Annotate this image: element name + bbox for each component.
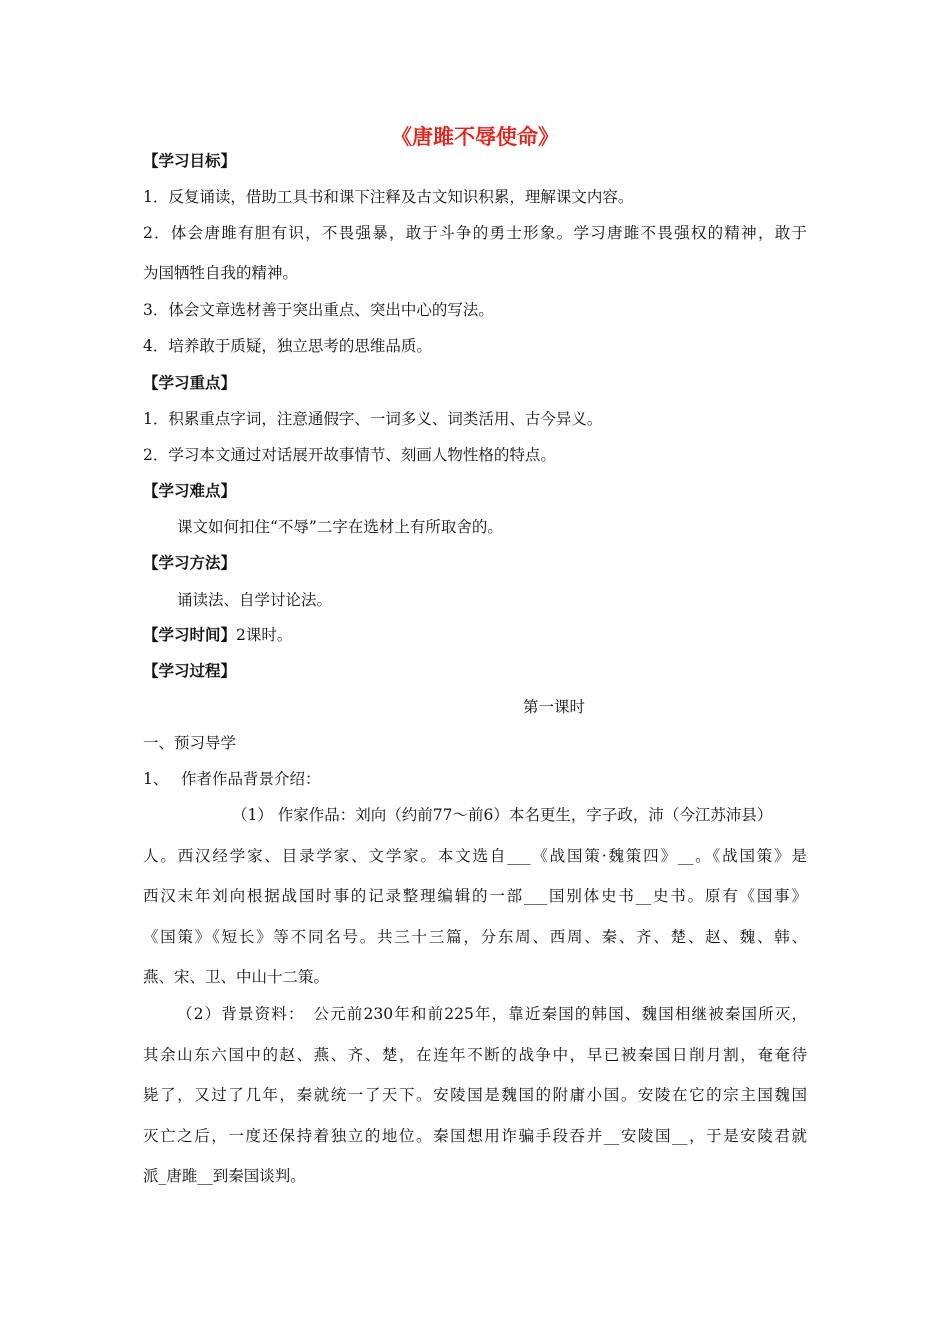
background-line-3: 毙了，又过了几年，秦就统一了天下。安陵国是魏国的附庸小国。安陵在它的宗主国魏国 — [143, 1086, 807, 1104]
objective-item-2-cont: 为国牺牲自我的精神。 — [143, 264, 299, 282]
author-line-5: 燕、宋、卫、中山十二策。 — [143, 968, 330, 986]
document-title: 《唐雎不辱使命》 — [391, 125, 559, 149]
difficulty-text: 课文如何扣住“不辱”二字在选材上有所取舍的。 — [177, 518, 503, 536]
time-text: 2课时。 — [236, 626, 293, 644]
objective-item-2: 2．体会唐雎有胆有识，不畏强暴，敢于斗争的勇士形象。学习唐雎不畏强权的精神，敢于 — [143, 224, 807, 242]
method-text: 诵读法、自学讨论法。 — [177, 591, 333, 609]
author-intro-heading: 1、 作者作品背景介绍： — [143, 770, 321, 788]
author-line-3: 西汉末年刘向根据战国时事的记录整理编辑的一部___国别体史书__史书。原有《国事》 — [143, 887, 807, 905]
key-point-item-2: 2．学习本文通过对话展开故事情节、刻画人物性格的特点。 — [143, 446, 556, 464]
background-line-2: 其余山东六国中的赵、燕、齐、楚，在连年不断的战争中，早已被秦国日削月割，奄奄待 — [143, 1046, 807, 1064]
time-line — [143, 625, 292, 645]
background-line-5: 派_唐雎__到秦国谈判。 — [143, 1167, 306, 1185]
objectives-header: 【学习目标】 — [143, 151, 237, 170]
key-point-item-1: 1．积累重点字词，注意通假字、一词多义、词类活用、古今异义。 — [143, 410, 603, 428]
background-line-1: （2）背景资料： 公元前230年和前225年，靠近秦国的韩国、魏国相继被秦国所灭， — [177, 1005, 807, 1023]
time-header: 【学习时间】 — [143, 625, 237, 644]
lesson-title: 第一课时 — [522, 698, 585, 716]
key-points-header: 【学习重点】 — [143, 373, 237, 392]
objective-item-1: 1．反复诵读，借助工具书和课下注释及古文知识积累，理解课文内容。 — [143, 188, 634, 206]
method-header: 【学习方法】 — [143, 553, 237, 572]
background-line-4: 灭亡之后，一度还保持着独立的地位。秦国想用诈骗手段吞并__安陵国__，于是安陵君就 — [143, 1127, 807, 1145]
author-line-4: 《国策》《短长》等不同名号。共三十三篇，分东周、西周、秦、齐、楚、赵、魏、韩、 — [143, 928, 807, 946]
author-line-1: （1） 作家作品：刘向（约前77～前6）本名更生，字子政，沛（今江苏沛县） — [232, 806, 773, 824]
process-header: 【学习过程】 — [143, 661, 237, 680]
objective-item-3: 3．体会文章选材善于突出重点、突出中心的写法。 — [143, 301, 494, 319]
author-line-2: 人。西汉经学家、目录学家、文学家。本文选自___《战国策·魏策四》__。《战国策》是 — [143, 847, 807, 865]
objective-item-4: 4．培养敢于质疑，独立思考的思维品质。 — [143, 337, 432, 355]
difficulty-header: 【学习难点】 — [143, 481, 237, 500]
section-heading: 一、预习导学 — [143, 734, 237, 752]
